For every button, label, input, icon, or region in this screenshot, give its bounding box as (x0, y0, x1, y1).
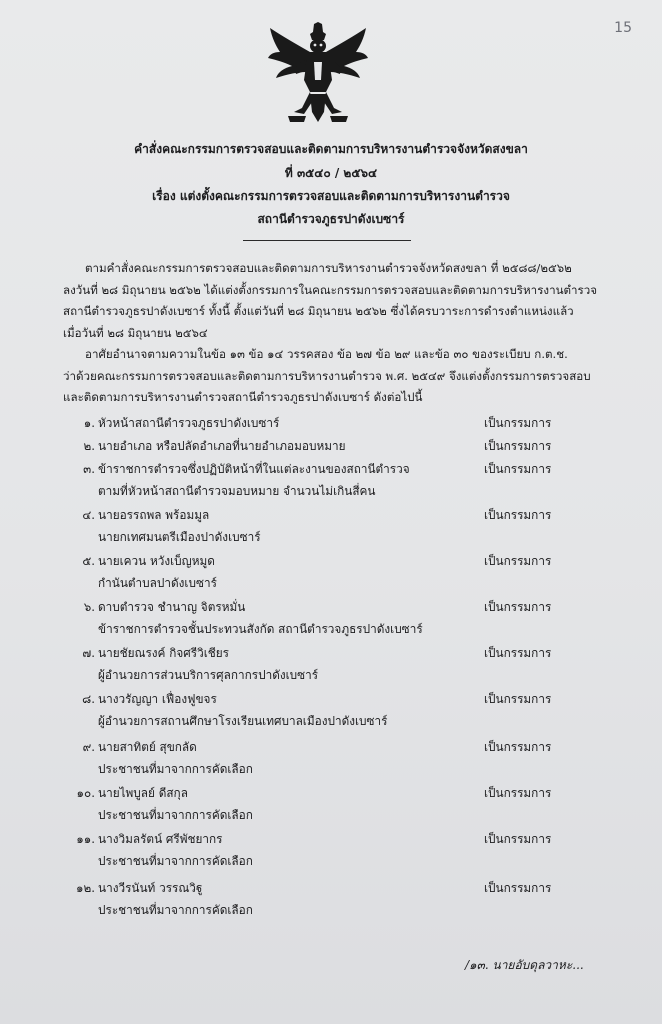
paragraph-background (63, 258, 608, 344)
member-role: เป็นกรรมการ (484, 462, 552, 476)
member-detail: ประชาชนที่มาจากการคัดเลือก (98, 762, 253, 776)
member-name: นางวีรนันท์ วรรณวิฐู (98, 881, 203, 895)
member-number: ๖. (83, 600, 95, 614)
member-name: นายสาทิตย์ สุขกลัด (98, 740, 197, 754)
member-name: นายอำเภอ หรือปลัดอำเภอที่นายอำเภอมอบหมาย (98, 439, 346, 453)
member-detail: ผู้อำนวยการสถานศึกษาโรงเรียนเทศบาลเมืองปาดังเบซาร์ (98, 714, 388, 728)
member-role: เป็นกรรมการ (484, 786, 552, 800)
para2-line: และติดตามการบริหารงานตำรวจสถานีตำรวจภูธรปาดังเบซาร์ ดังต่อไปนี้ (63, 390, 423, 404)
continuation-note: /๑๓. นายอับดุลวาหะ... (465, 958, 584, 972)
page-number: 15 (614, 20, 632, 36)
member-detail: ประชาชนที่มาจากการคัดเลือก (98, 808, 253, 822)
member-role: เป็นกรรมการ (484, 881, 552, 895)
member-name: นายไพบูลย์ ดีสกุล (98, 786, 188, 800)
garuda-emblem-icon (266, 22, 370, 128)
member-number: ๙. (82, 740, 95, 754)
member-row (0, 738, 662, 780)
member-detail: กำนันตำบลปาดังเบซาร์ (98, 576, 217, 590)
member-number: ๗. (82, 646, 95, 660)
member-number: ๑๒. (75, 881, 95, 895)
member-number: ๑๐. (76, 786, 95, 800)
member-number: ๓. (83, 462, 95, 476)
member-role: เป็นกรรมการ (484, 416, 552, 430)
member-row (0, 644, 662, 686)
paragraph-authority (63, 344, 608, 409)
member-row (0, 784, 662, 826)
member-name: นางวิมลรัตน์ ศรีพัชยากร (98, 832, 223, 846)
member-number: ๒. (83, 439, 95, 453)
member-row (0, 690, 662, 732)
member-name: นายอรรถพล พร้อมมูล (98, 508, 210, 522)
member-row (0, 598, 662, 640)
member-detail: ผู้อำนวยการส่วนบริการศุลกากรปาดังเบซาร์ (98, 668, 319, 682)
member-name: นายเควน หวังเบ็ญหมูด (98, 554, 215, 568)
member-role: เป็นกรรมการ (484, 554, 552, 568)
order-subject-station: สถานีตำรวจภูธรปาดังเบซาร์ (257, 212, 405, 226)
member-name: นางวรัญญา เฟื่องฟูขจร (98, 692, 217, 706)
member-row (0, 830, 662, 872)
member-number: ๘. (82, 692, 95, 706)
member-name: นายชัยณรงค์ กิจศรีวิเชียร (98, 646, 229, 660)
member-detail: ประชาชนที่มาจากการคัดเลือก (98, 903, 253, 917)
member-detail: ประชาชนที่มาจากการคัดเลือก (98, 854, 253, 868)
member-role: เป็นกรรมการ (484, 508, 552, 522)
member-row (0, 506, 662, 548)
member-name: ดาบตำรวจ ชำนาญ จิตรหมั่น (98, 600, 246, 614)
member-name: ข้าราชการตำรวจซึ่งปฏิบัติหน้าที่ในแต่ละงานของสถานีตำรวจ (98, 462, 410, 476)
para1-line: เมื่อวันที่ ๒๘ มิถุนายน ๒๕๖๔ (63, 325, 208, 340)
para1-line: ตามคำสั่งคณะกรรมการตรวจสอบและติดตามการบริหารงานตำรวจจังหวัดสงขลา ที่ ๒๕๘๘/๒๕๖๒ (85, 261, 572, 275)
member-role: เป็นกรรมการ (484, 646, 552, 660)
para1-line: ลงวันที่ ๒๘ มิถุนายน ๒๕๖๒ ได้แต่งตั้งกรรมการในคณะกรรมการตรวจสอบและติดตามการบริหารงานตำรวจ (63, 282, 598, 297)
member-role: เป็นกรรมการ (484, 600, 552, 614)
member-number: ๑๑. (76, 832, 95, 846)
header-divider (243, 240, 411, 241)
member-name: หัวหน้าสถานีตำรวจภูธรปาดังเบซาร์ (98, 416, 280, 430)
member-number: ๑. (83, 416, 95, 430)
member-row (0, 460, 662, 502)
order-subject: เรื่อง แต่งตั้งคณะกรรมการตรวจสอบและติดตามการบริหารงานตำรวจ (152, 189, 510, 203)
order-number: ที่ ๓๕๔๐ / ๒๕๖๔ (284, 166, 378, 180)
para2-line: อาศัยอำนาจตามความในข้อ ๑๓ ข้อ ๑๔ วรรคสอง ข้อ ๒๗ ข้อ ๒๙ และข้อ ๓๐ ของระเบียบ ก.ต.ช. (85, 347, 568, 361)
member-number: ๕. (82, 554, 95, 568)
member-role: เป็นกรรมการ (484, 692, 552, 706)
member-role: เป็นกรรมการ (484, 740, 552, 754)
member-row (0, 552, 662, 594)
member-detail: ข้าราชการตำรวจชั้นประทวนสังกัด สถานีตำรวจภูธรปาดังเบซาร์ (98, 622, 423, 636)
para2-line: ว่าด้วยคณะกรรมการตรวจสอบและติดตามการบริหารงานตำรวจ พ.ศ. ๒๕๔๙ จึงแต่งตั้งกรรมการตรวจสอบ (63, 368, 591, 383)
member-detail: นายกเทศมนตรีเมืองปาดังเบซาร์ (98, 530, 261, 544)
order-title: คำสั่งคณะกรรมการตรวจสอบและติดตามการบริหารงานตำรวจจังหวัดสงขลา (134, 142, 528, 156)
member-number: ๔. (82, 508, 95, 522)
member-role: เป็นกรรมการ (484, 832, 552, 846)
member-row (0, 879, 662, 921)
member-detail: ตามที่หัวหน้าสถานีตำรวจมอบหมาย จำนวนไม่เกินสี่คน (98, 484, 376, 498)
member-role: เป็นกรรมการ (484, 439, 552, 453)
para1-line: สถานีตำรวจภูธรปาดังเบซาร์ ทั้งนี้ ตั้งแต่วันที่ ๒๘ มิถุนายน ๒๕๖๒ ซึ่งได้ครบวาระการดำรงตำแหน่งแล้ว (63, 304, 574, 318)
